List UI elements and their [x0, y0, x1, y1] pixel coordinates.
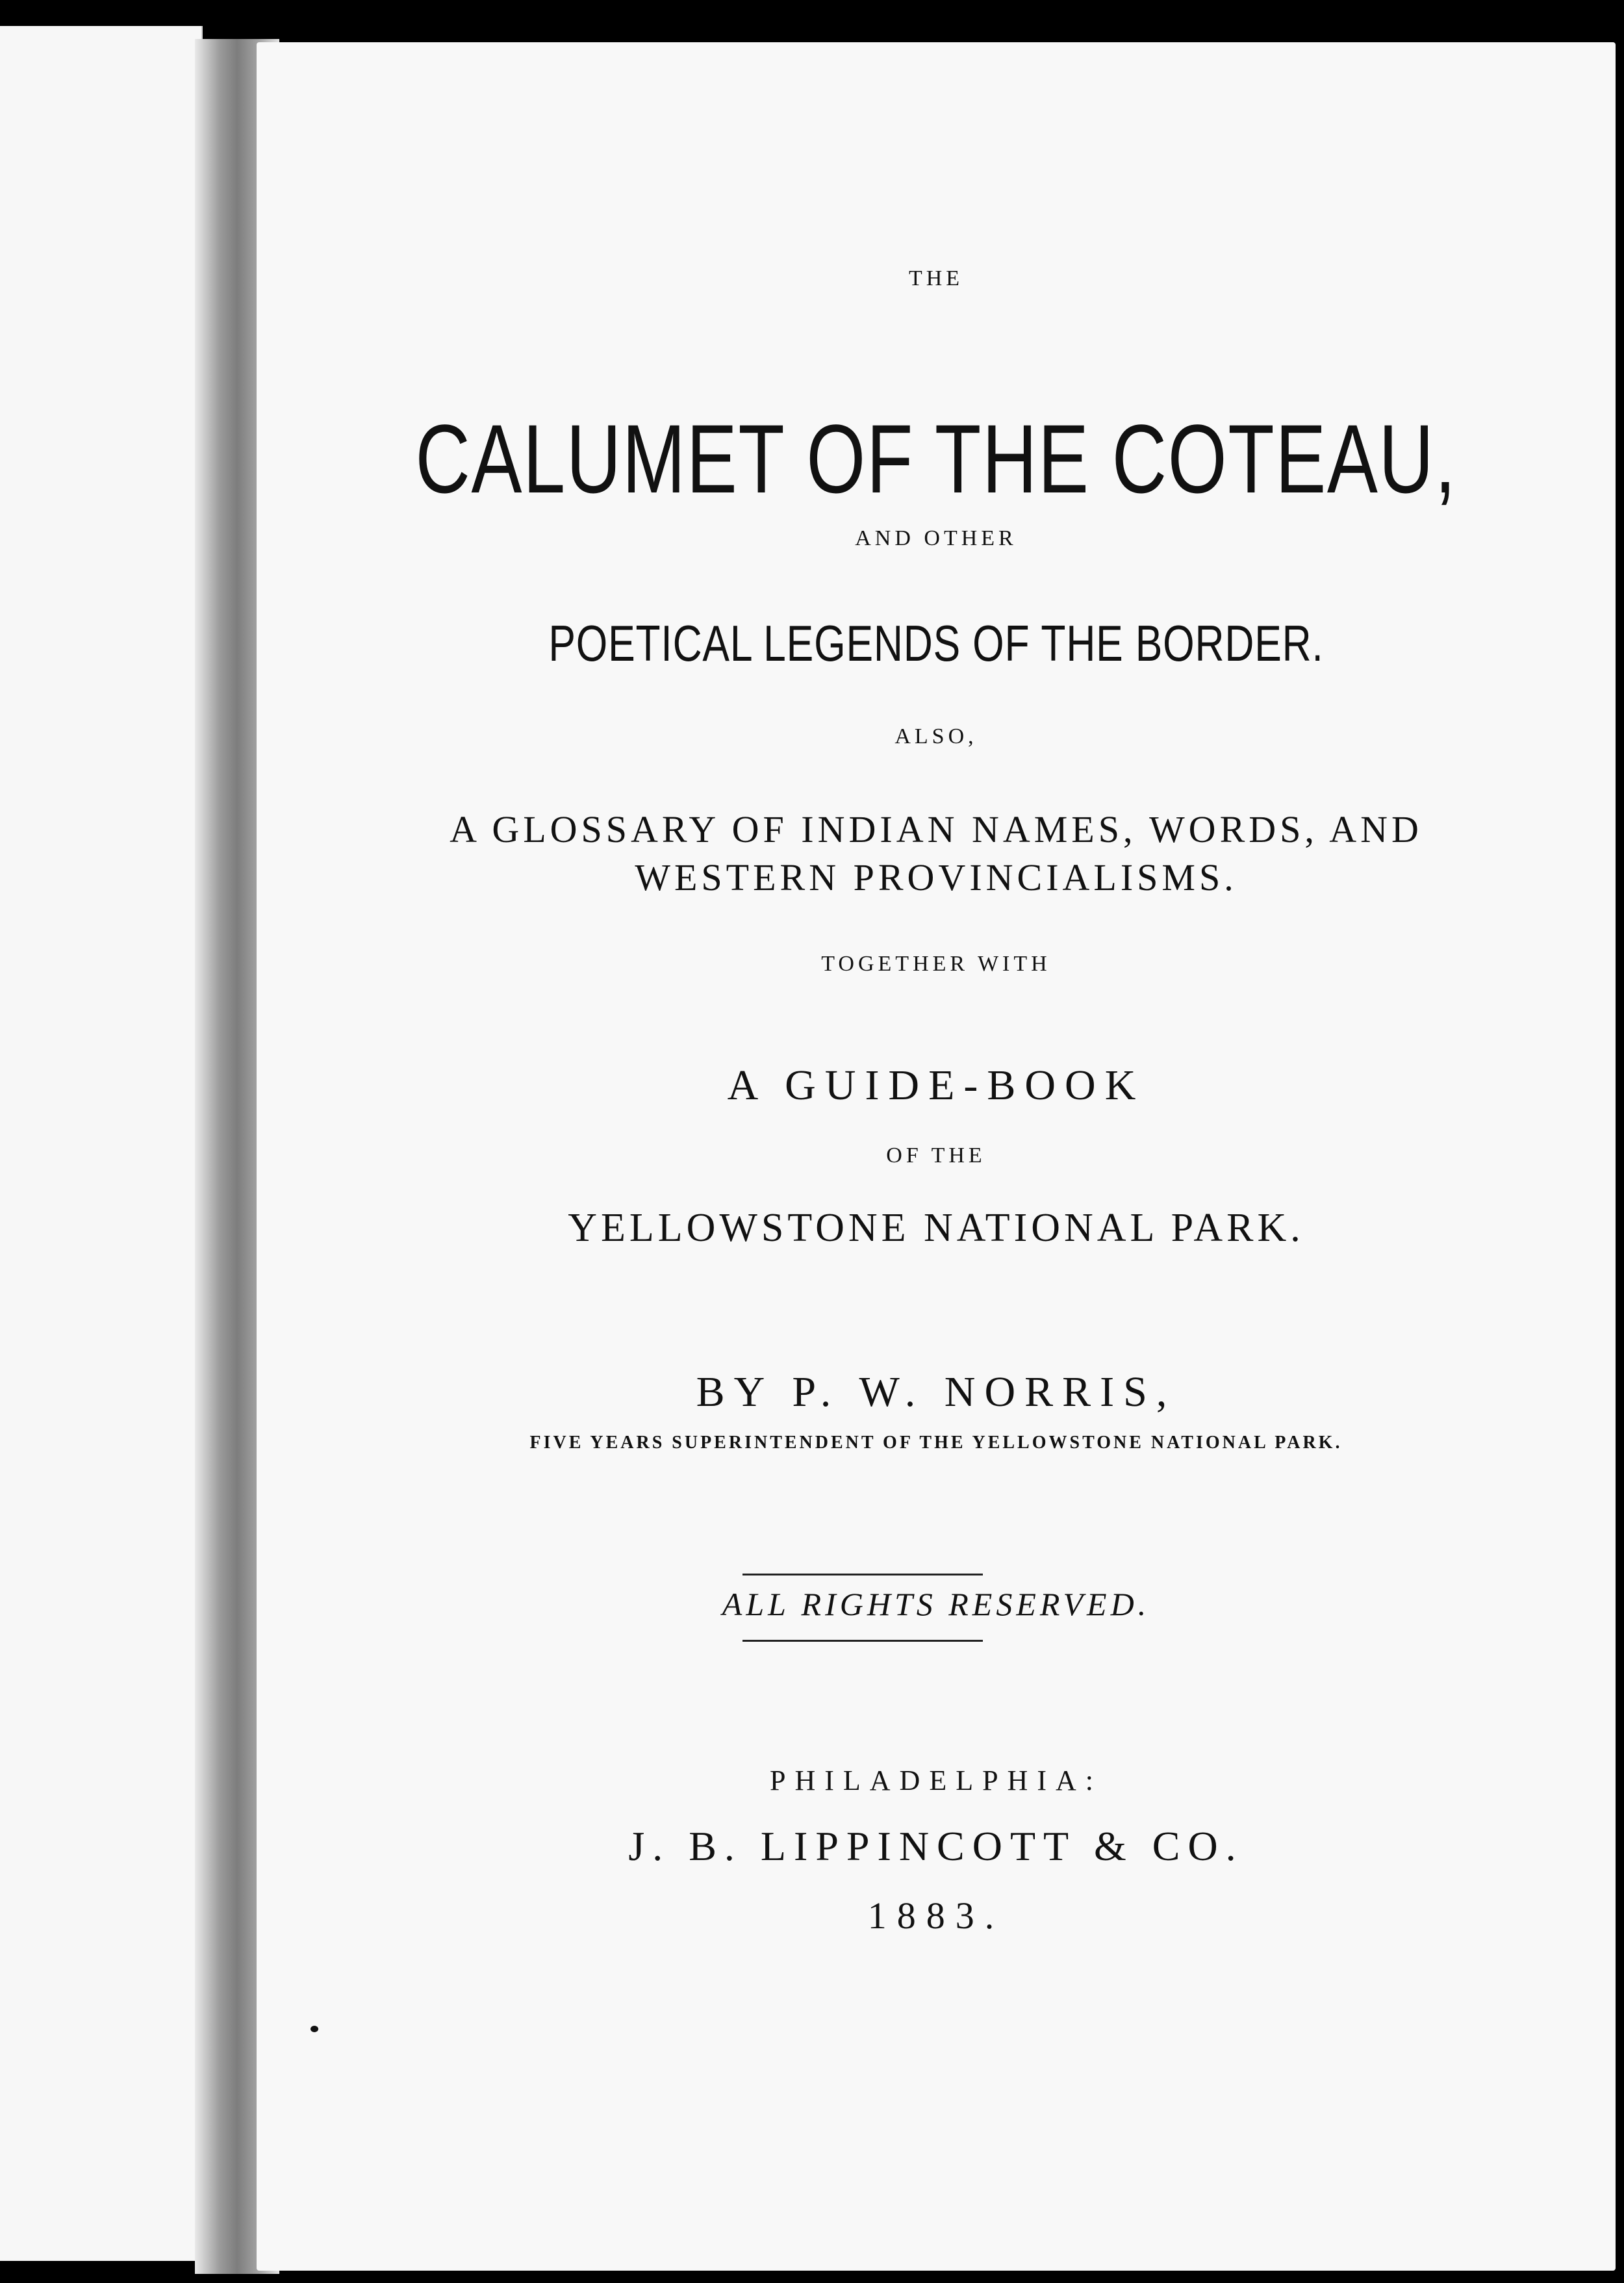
guide-book-heading: A GUIDE-BOOK	[727, 1062, 1145, 1109]
together-with-line: TOGETHER WITH	[821, 952, 1051, 976]
publication-year: 1883.	[867, 1894, 1005, 1937]
publisher-name: J. B. LIPPINCOTT & CO.	[628, 1823, 1244, 1869]
also-line: ALSO,	[894, 724, 978, 748]
and-other-line: AND OTHER	[855, 526, 1017, 550]
glossary-line-1: A GLOSSARY OF INDIAN NAMES, WORDS, AND	[450, 808, 1423, 850]
subtitle: POETICAL LEGENDS OF THE BORDER.	[548, 615, 1324, 672]
author-description: FIVE YEARS SUPERINTENDENT OF THE YELLOWSTONE NATIONAL PARK.	[529, 1433, 1343, 1453]
heading-the: THE	[908, 266, 964, 290]
main-title: CALUMET OF THE COTEAU,	[415, 404, 1457, 513]
facing-page	[0, 26, 203, 2261]
park-name: YELLOWSTONE NATIONAL PARK.	[568, 1206, 1304, 1250]
publication-place: PHILADELPHIA:	[770, 1765, 1102, 1796]
ink-speck	[311, 2026, 318, 2032]
glossary-line-2: WESTERN PROVINCIALISMS.	[635, 856, 1237, 899]
of-the-line: OF THE	[886, 1143, 986, 1167]
rule-bottom	[742, 1640, 983, 1642]
author-line: BY P. W. NORRIS,	[696, 1368, 1176, 1416]
rule-top	[742, 1574, 983, 1575]
rights-notice: ALL RIGHTS RESERVED.	[722, 1586, 1150, 1622]
title-page	[257, 42, 1616, 2271]
